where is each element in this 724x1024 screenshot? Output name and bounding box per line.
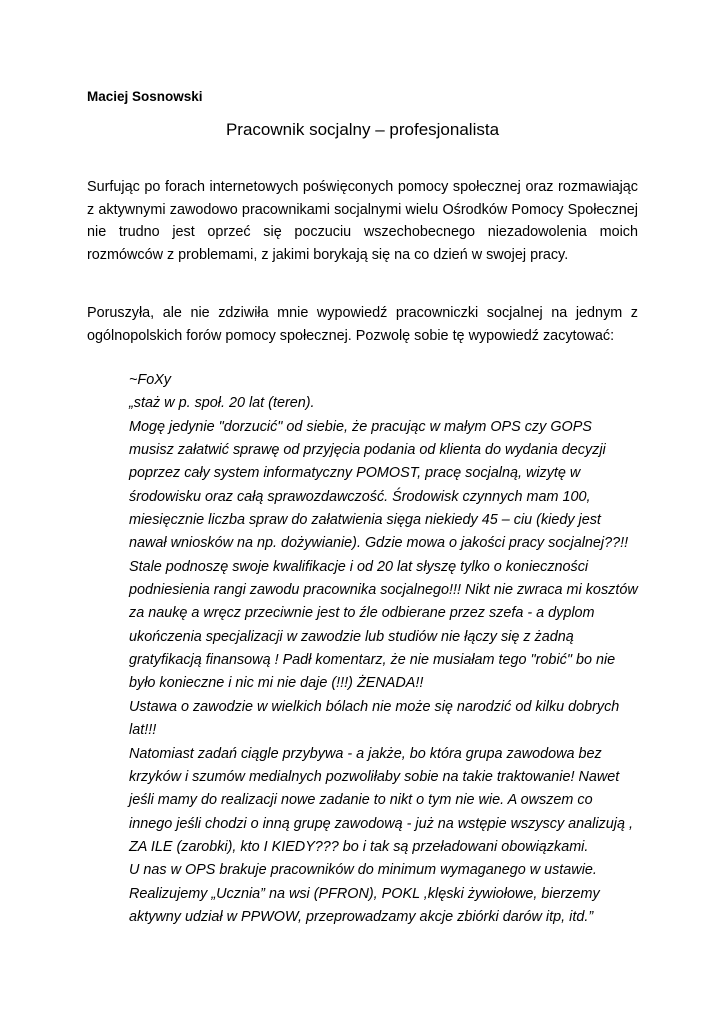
quote-experience: „staż w p. społ. 20 lat (teren). — [129, 395, 315, 412]
author-name: Maciej Sosnowski — [87, 89, 203, 104]
quote-paragraph-law: Ustawa o zawodzie w wielkich bólach nie może się narodzić od kilku dobrych lat!!! — [129, 698, 620, 739]
document-title: Pracownik socjalny – profesjonalista — [225, 120, 500, 139]
quote-username: ~FoXy — [129, 372, 171, 388]
intro-paragraph: Surfując po forach internetowych poświęconych pomocy społecznej oraz rozmawiając z aktywnymi zawodowo pracownikami socjalnymi wielu Ośrodków Pomocy Społecznej nie trudno jest oprzeć się poczuciu wszechobecnego niezadowolenia moich rozmówców z problemami, z jakimi borykają się na co dzień w swojej pracy. — [87, 179, 638, 263]
quote-paragraph-workload: Mogę jedynie "dorzucić" od siebie, że pracując w małym OPS czy GOPS musisz załatwić sprawę od przyjęcia podania od klienta do wydania decyzji poprzez cały system informatyczny POMOST, pracę socjalną, wizytę w środowisku oraz całą sprawozdawczość. Środowisk czynnych mam 100, miesięcznie liczba spraw do załatwienia sięga niekiedy 45 – ciu (kiedy jest nawał wniosków na np. dożywianie). Gdzie mowa o jakości pracy socjalnej??!! — [129, 418, 629, 552]
quote-paragraph-staffing: U nas w OPS brakuje pracowników do minimum wymaganego w ustawie. Realizujemy „Ucznia” na wsi (PFRON), POKL ,klęski żywiołowe, bierzemy aktywny udział w PPWOW, przeprowadzamy akcje zbiórki darów itp, itd.” — [129, 862, 600, 925]
forum-quote — [129, 369, 638, 929]
quote-paragraph-qualifications: Stale podnoszę swoje kwalifikacje i od 20 lat słyszę tylko o konieczności podniesienia rangi zawodu pracownika socjalnego!!! Nikt nie zwraca mi kosztów za naukę a wręcz przeciwnie jest to źle odbierane przez szefa - a dyplom ukończenia specjalizacji w zawodzie lub studiów nie łączy się z żadną gratyfikacją finansową ! Padł komentarz, że nie musiałam tego "robić" bo nie było konieczne i nic mi nie daje (!!!) ŻENADA!! — [129, 558, 638, 692]
context-paragraph: Poruszyła, ale nie zdziwiła mnie wypowiedź pracowniczki socjalnej na jednym z ogólnopolskich forów pomocy społecznej. Pozwolę sobie tę wypowiedź zacytować: — [87, 305, 638, 344]
quote-paragraph-tasks: Natomiast zadań ciągle przybywa - a jakże, bo która grupa zawodowa bez krzyków i szumów medialnych pozwoliłaby sobie na takie traktowanie! Nawet jeśli mamy do realizacji nowe zadanie to nikt o tym nie wie. A owszem co innego jeśli chodzi o inną grupę zawodową - już na wstępie wszyscy analizują , ZA ILE (zarobki), kto I KIEDY??? bo i tak są przeładowani obowiązkami. — [129, 745, 633, 855]
